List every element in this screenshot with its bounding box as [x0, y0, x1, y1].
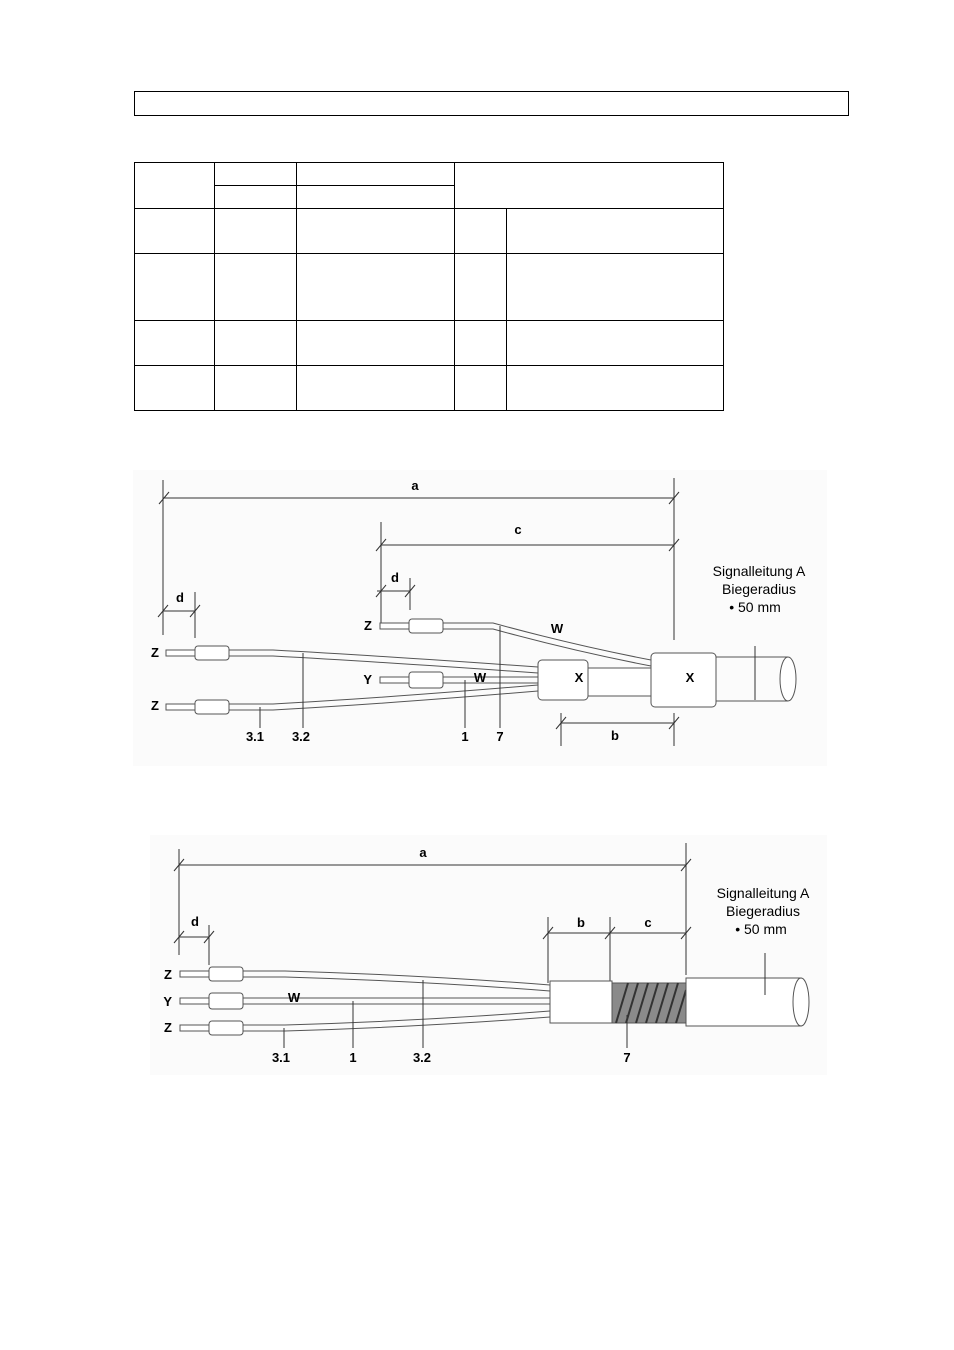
bend-radius-label: Biegeradius: [722, 581, 796, 597]
part-3-2-label: 3.2: [291, 729, 311, 744]
wire-z-bottom-label: Z: [164, 1020, 172, 1035]
table-cell: [297, 254, 455, 321]
table-cell: [507, 254, 724, 321]
part-7-label: 7: [496, 729, 504, 744]
dimension-b-label: b: [611, 728, 619, 743]
wire-z-top-label: Z: [364, 618, 372, 633]
table-cell: [455, 163, 724, 209]
table-cell: [297, 163, 455, 186]
table-cell: [135, 254, 215, 321]
table-row: [135, 321, 724, 366]
dimension-c-label: c: [514, 522, 522, 537]
table-cell: [507, 366, 724, 411]
signal-line-label: Signalleitung A: [712, 563, 806, 579]
signal-cable-2: [686, 978, 809, 1026]
diagram-background: [133, 470, 827, 766]
table-cell: [455, 209, 507, 254]
table-cell: [215, 186, 297, 209]
table-cell: [215, 209, 297, 254]
dimension-a-label: a: [419, 845, 427, 860]
part-3-1-label: 3.1: [271, 1050, 291, 1065]
shield-braid: [612, 983, 686, 1023]
part-3-1-label: 3.1: [245, 729, 265, 744]
table-cell: [135, 209, 215, 254]
table-cell: [455, 366, 507, 411]
wire-w-label: W: [287, 990, 301, 1005]
bend-radius-label: Biegeradius: [726, 903, 800, 919]
diagram-background: [150, 835, 827, 1075]
bend-value-label: • 50 mm: [735, 921, 787, 937]
table-cell: [215, 321, 297, 366]
signal-line-label: Signalleitung A: [716, 885, 810, 901]
sleeve: [550, 981, 612, 1023]
wire-z-top-label: Z: [164, 967, 172, 982]
table-cell: [455, 254, 507, 321]
dimension-c-label: c: [644, 915, 652, 930]
table-cell: [507, 209, 724, 254]
table-cell: [297, 186, 455, 209]
bend-value-label: • 50 mm: [729, 599, 781, 615]
dimension-a-label: a: [411, 478, 419, 493]
wire-w-upper-label: W: [550, 621, 564, 636]
table-row: [135, 366, 724, 411]
table-row: [135, 209, 724, 254]
table-cell: [507, 321, 724, 366]
title-box: [134, 91, 849, 116]
wire-z-left2-label: Z: [151, 698, 159, 713]
sleeve-x2: [651, 653, 716, 707]
table-cell: [215, 163, 297, 186]
spec-table: [134, 162, 724, 411]
dimension-b-label: b: [577, 915, 585, 930]
wire-y-label: Y: [163, 994, 172, 1009]
part-1-label: 1: [349, 1050, 357, 1065]
cable-diagram-2: [150, 835, 827, 1075]
part-7-label: 7: [623, 1050, 631, 1065]
table-cell: [215, 366, 297, 411]
table-cell: [215, 254, 297, 321]
wire-w-lower-label: W: [473, 670, 487, 685]
dimension-d-upper-label: d: [391, 570, 399, 585]
wire-y-label: Y: [363, 672, 372, 687]
wire-z-left1-label: Z: [151, 645, 159, 660]
table-cell: [135, 366, 215, 411]
sleeve-x2-label: X: [685, 670, 695, 685]
table-cell: [135, 163, 215, 209]
cable-diagram-1: [133, 470, 827, 766]
table-cell: [297, 209, 455, 254]
table-cell: [297, 366, 455, 411]
dimension-d-left-label: d: [176, 590, 184, 605]
sleeve-x1-label: X: [574, 670, 584, 685]
dimension-d-label: d: [191, 914, 199, 929]
table-row: [135, 254, 724, 321]
part-1-label: 1: [461, 729, 469, 744]
table-cell: [297, 321, 455, 366]
table-cell: [455, 321, 507, 366]
table-cell: [135, 321, 215, 366]
part-3-2-label: 3.2: [412, 1050, 432, 1065]
